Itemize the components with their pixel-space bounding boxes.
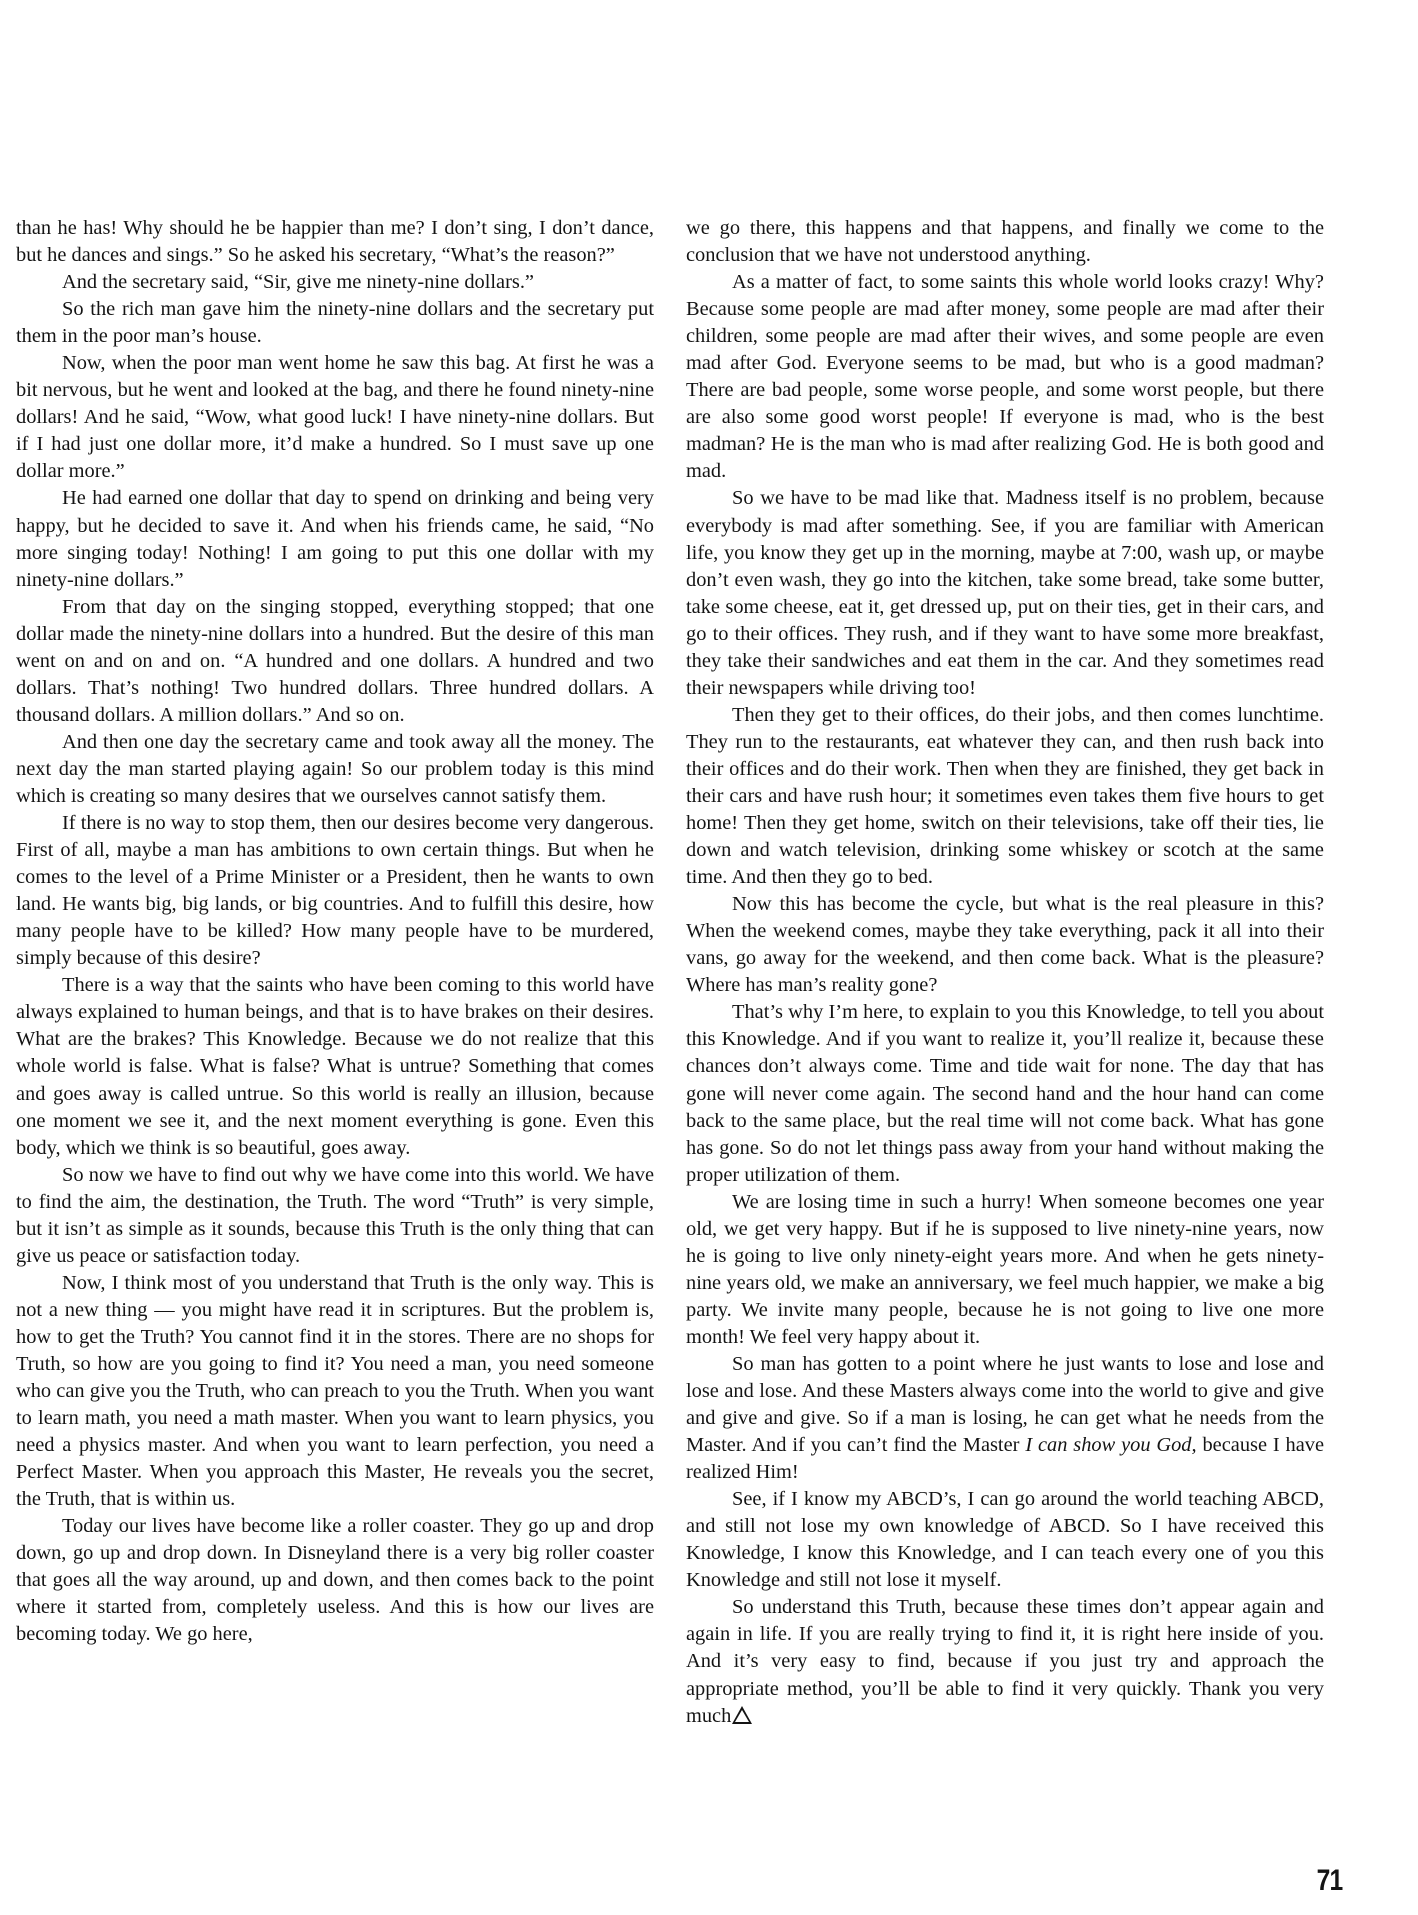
paragraph: And the secretary said, “Sir, give me ninety-nine dollars.” [62,271,534,294]
paragraph: So the rich man gave him the ninety-nine dollars and the secretary put them in the poor man’s house. [16,298,654,348]
paragraph: From that day on the singing stopped, everything stopped; that one dollar made the ninety-nine dollars into a hundred. But the desire of this man went on and on and on. “A hundred and one dollars. A hundred and two dollars. That’s nothing! Two hundred dollars. Three hundred dollars. A thousand dollars. A million dollars.” And so on. [16,595,654,726]
left-text-column [16,215,654,1648]
paragraph: That’s why I’m here, to explain to you this Knowledge, to tell you about this Knowledge. And if you want to realize it, you’ll realize it, because these chances don’t always come. Time and tide wait for none. The day that has gone will never come again. The second hand and the hour hand can come back to the same place, but the real time will not come back. What has gone has gone. So do not let things pass away from your hand without making the proper utilization of them. [686,1001,1324,1186]
paragraph: we go there, this happens and that happens, and finally we come to the conclusion that we have not understood anything. [686,217,1324,267]
paragraph: Then they get to their offices, do their jobs, and then comes lunchtime. They run to the restaurants, eat whatever they can, and then rush back into their offices and do their work. Then when they are finished, they get back in their cars and have rush hour; it sometimes even takes them five hours to get home! Then they get home, switch on their televisions, take off their ties, lie down and watch television, drinking some whiskey or scotch at the same time. And then they go to bed. [686,703,1324,889]
paragraph: We are losing time in such a hurry! When someone becomes one year old, we get very happy. But if he is supposed to live ninety-nine years, now he is going to live only ninety-eight years more. And when he gets ninety-nine years old, we make an anniversary, we feel much happier, we make a big party. We invite many people, because he is not going to live one more month! We feel very happy about it. [686,1190,1324,1348]
paragraph: Today our lives have become like a roller coaster. They go up and drop down, go up and drop down. In Disneyland there is a very big roller coaster that goes all the way around, up and down, and then comes back to the point where it started from, completely useless. And this is how our lives are becoming today. We go here, [16,1515,654,1646]
paragraph: So we have to be mad like that. Madness itself is no problem, because everybody is mad after something. See, if you are familiar with American life, you know they get up in the morning, maybe at 7:00, wash up, or maybe don’t even wash, they go into the kitchen, take some bread, take some butter, take some cheese, eat it, get dressed up, put on their ties, get in their cars, and go to their offices. They rush, and if they want to have some more breakfast, they take their sandwiches and eat them in the car. And they sometimes read their newspapers while driving too! [686,487,1324,699]
paragraph [686,1351,1324,1486]
paragraph: Now, I think most of you understand that Truth is the only way. This is not a new thing — you might have read it in scriptures. But the problem is, how to get the Truth? You cannot find it in the stores. There are no shops for Truth, so how are you going to find it? You need a man, you need someone who can give you the Truth, who can preach to you the Truth. When you want to learn math, you need a math master. When you want to learn physics, you need a physics master. And when you want to learn perfection, you need a Perfect Master. When you approach this Master, He reveals you the secret, the Truth, that is within us. [16,1271,654,1511]
italic-quote: I can show you God, [1025,1434,1197,1457]
page-number: 71 [1316,1864,1342,1897]
paragraph: If there is no way to stop them, then our desires become very dangerous. First of all, maybe a man has ambitions to own certain things. But when he comes to the level of a Prime Minister or a President, then he wants to own land. He wants big, big lands, or big countries. And to fulfill this desire, how many people have to be killed? How many people have to be murdered, simply because of this desire? [16,812,654,970]
right-text-column [686,215,1324,1730]
paragraph: As a matter of fact, to some saints this whole world looks crazy! Why? Because some people are mad after money, some people are mad after their children, some people are mad after their wives, and some people are even mad after God. Everyone seems to be mad, but who is a good madman? There are bad people, some worse people, and some worst people, but there are also some good worst people! If everyone is mad, who is the best madman? He is the man who is mad after realizing God. He is both good and mad. [686,271,1324,483]
paragraph-text: because I have realized Him! [686,1434,1325,1484]
triangle-end-mark-icon [732,1706,752,1724]
paragraph: See, if I know my ABCD’s, I can go around the world teaching ABCD, and still not lose my own knowledge of ABCD. So I have received this Knowledge, I know this Knowledge, and I can teach every one of you this Knowledge and still not lose it myself. [686,1488,1324,1592]
paragraph-text: So understand this Truth, because these times don’t appear again and again in life. If you are really trying to find it, it is right here inside of you. And it’s very easy to find, because if you just try and approach the appropriate method, you’ll be able to find it very quickly. Thank you very much [686,1596,1324,1727]
paragraph: Now, when the poor man went home he saw this bag. At first he was a bit nervous, but he went and looked at the bag, and there he found ninety-nine dollars! And he said, “Wow, what good luck! I have ninety-nine dollars. But if I had just one dollar more, it’d make a hundred. So I must save up one dollar more.” [16,352,654,483]
paragraph [686,1594,1324,1729]
paragraph: than he has! Why should he be happier than me? I don’t sing, I don’t dance, but he dances and sings.” So he asked his secretary, “What’s the reason?” [16,217,654,267]
paragraph-text: So man has gotten to a point where he just wants to lose and lose and lose and lose. And these Masters always come into the world to give and give and give and give. So if a man is losing, he can get what he needs from the Master. And if you can’t find the Master [686,1352,1324,1457]
paragraph: Now this has become the cycle, but what is the real pleasure in this? When the weekend comes, maybe they take everything, pack it all into their vans, go away for the weekend, and then come back. What is the pleasure? Where has man’s reality gone? [686,893,1324,997]
paragraph: And then one day the secretary came and took away all the money. The next day the man started playing again! So our problem today is this mind which is creating so many desires that we ourselves cannot satisfy them. [16,730,654,807]
paragraph: There is a way that the saints who have been coming to this world have always explained to human beings, and that is to have brakes on their desires. What are the brakes? This Knowledge. Because we do not realize that this whole world is false. What is false? What is untrue? Something that comes and goes away is called untrue. So this world is really an illusion, because one moment we see it, and the next moment everything is gone. Even this body, which we think is so beautiful, goes away. [16,974,654,1159]
paragraph: He had earned one dollar that day to spend on drinking and being very happy, but he decided to save it. And when his friends came, he said, “No more singing today! Nothing! I am going to put this one dollar with my ninety-nine dollars.” [16,487,654,591]
paragraph: So now we have to find out why we have come into this world. We have to find the aim, the destination, the Truth. The word “Truth” is very simple, but it isn’t as simple as it sounds, because this Truth is the only thing that can give us peace or satisfaction today. [16,1163,654,1267]
